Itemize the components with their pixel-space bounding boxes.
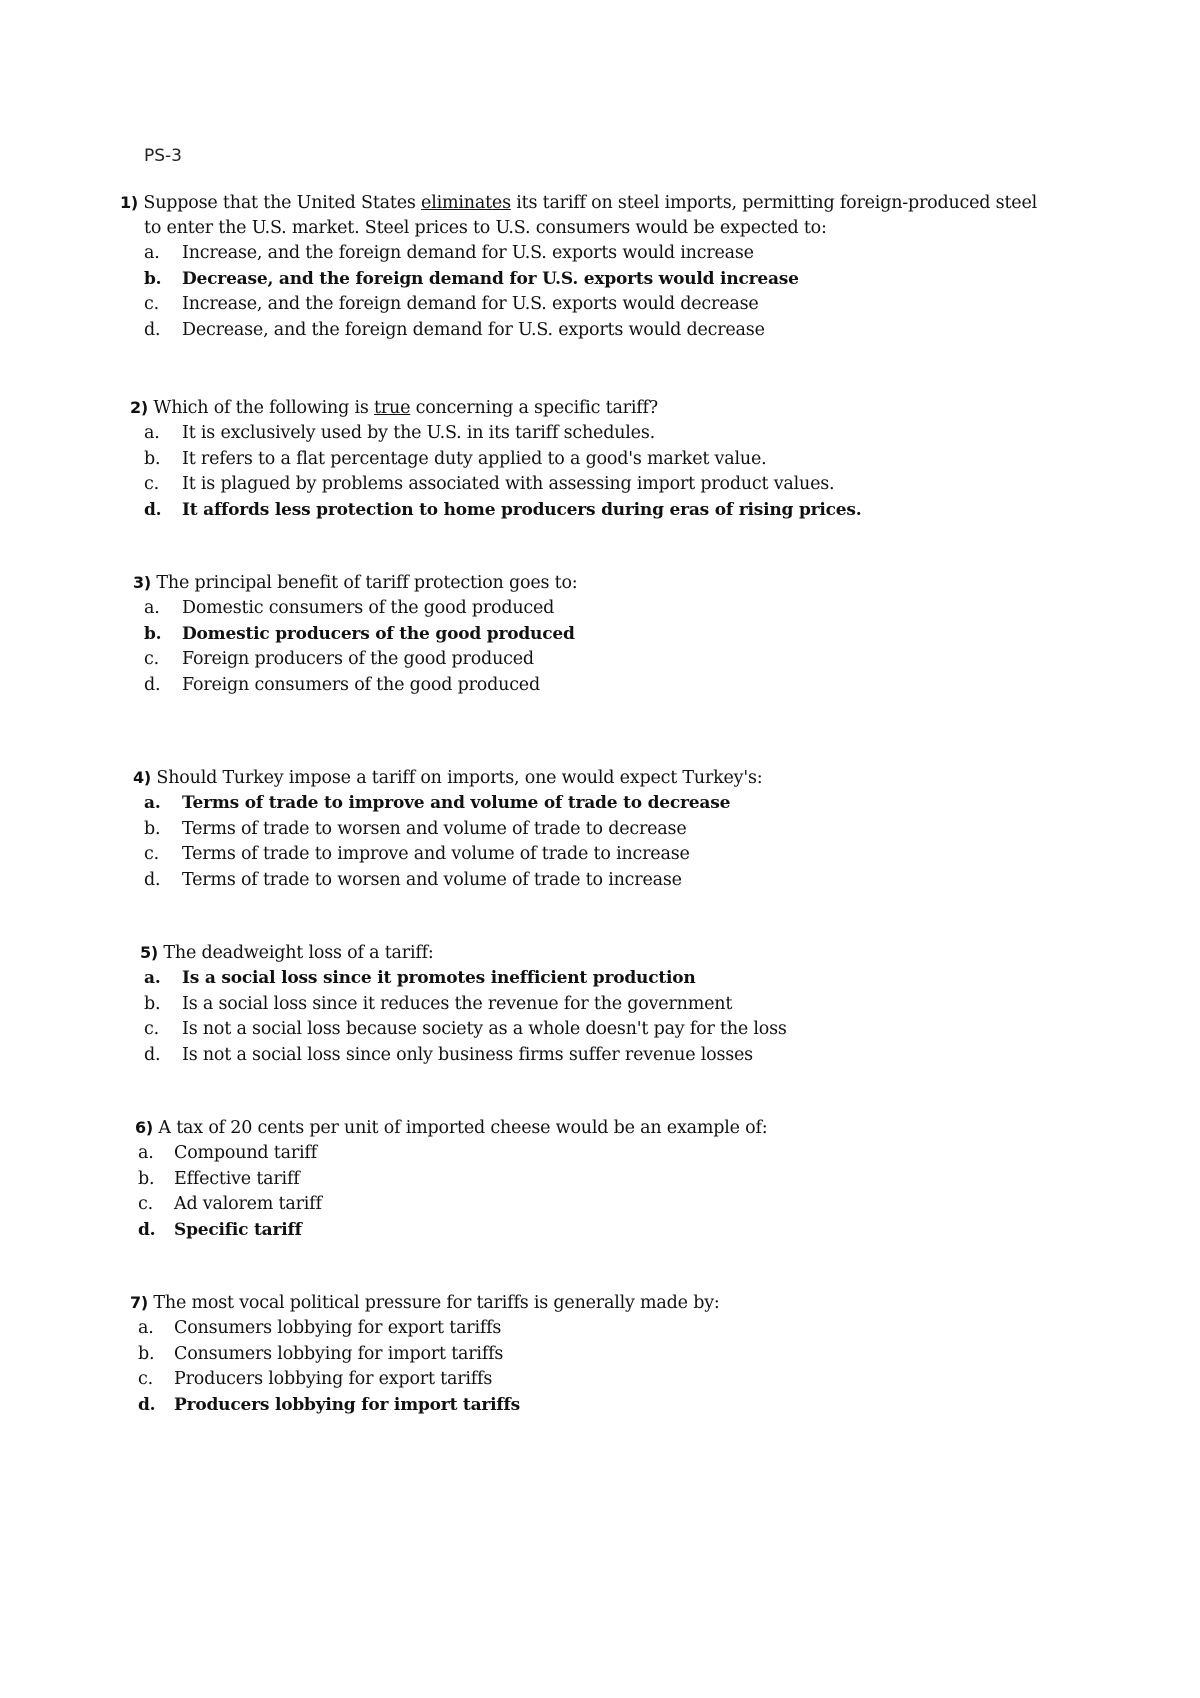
- option-text: Specific tariff: [174, 1219, 302, 1240]
- option-text: Is a social loss since it reduces the revenue for the government: [182, 993, 733, 1014]
- option-a: [138, 1141, 1095, 1167]
- stem-text: Which of the following is: [153, 398, 375, 418]
- option-d: [144, 1043, 1100, 1069]
- question-6: [135, 1115, 1095, 1243]
- option-b-correct: [144, 622, 1093, 648]
- option-c: [144, 472, 1090, 498]
- option-text: Increase, and the foreign demand for U.S. exports would increase: [182, 243, 754, 263]
- option-text: Is a social loss since it promotes inefficient production: [182, 968, 696, 988]
- option-text: Terms of trade to worsen and volume of trade to increase: [182, 869, 682, 890]
- option-text: Effective tariff: [174, 1168, 300, 1189]
- option-list: [120, 241, 1080, 343]
- option-text: Consumers lobbying for import tariffs: [174, 1343, 504, 1364]
- option-letter: d.: [144, 1044, 161, 1065]
- option-text: Decrease, and the foreign demand for U.S. exports would increase: [182, 268, 799, 289]
- option-c: [144, 292, 1080, 318]
- option-list: [130, 1316, 1090, 1418]
- option-letter: b.: [144, 993, 161, 1014]
- option-text: Is not a social loss because society as a whole doesn't pay for the loss: [182, 1019, 787, 1039]
- option-b: [144, 817, 1093, 843]
- option-letter: a.: [144, 423, 160, 443]
- stem-text: The deadweight loss of a tariff:: [163, 943, 434, 963]
- question-stem: [120, 190, 1080, 241]
- question-number: 2): [130, 398, 149, 417]
- option-text: Domestic producers of the good produced: [182, 623, 575, 644]
- question-number: 6): [135, 1118, 154, 1137]
- option-d: [144, 868, 1093, 894]
- stem-text: Suppose that the United States: [143, 193, 422, 213]
- question-stem: [130, 1290, 1090, 1316]
- question-4: [133, 765, 1093, 893]
- option-letter: a.: [138, 1318, 154, 1338]
- option-a: [144, 596, 1093, 622]
- option-list: [140, 966, 1100, 1068]
- option-text: Terms of trade to improve and volume of trade to increase: [182, 844, 690, 864]
- option-text: Terms of trade to improve and volume of trade to decrease: [182, 793, 731, 813]
- question-1: [120, 190, 1080, 343]
- option-text: Is not a social loss since only business firms suffer revenue losses: [182, 1044, 753, 1065]
- option-text: It refers to a flat percentage duty applied to a good's market value.: [182, 448, 767, 469]
- option-letter: b.: [144, 448, 161, 469]
- option-text: Ad valorem tariff: [174, 1194, 322, 1214]
- option-letter: d.: [144, 869, 161, 890]
- option-d: [144, 318, 1080, 344]
- stem-text: concerning a specific tariff?: [410, 398, 658, 418]
- option-letter: b.: [138, 1343, 155, 1364]
- option-a-correct: [144, 966, 1100, 992]
- option-letter: d.: [144, 674, 161, 695]
- question-number: 1): [120, 193, 139, 212]
- question-stem: [140, 940, 1100, 966]
- option-list: [135, 1141, 1095, 1243]
- option-letter: c.: [138, 1369, 153, 1389]
- option-letter: a.: [144, 598, 160, 618]
- option-b: [144, 447, 1090, 473]
- option-d: [144, 673, 1093, 699]
- option-list: [133, 791, 1093, 893]
- question-number: 4): [133, 768, 152, 787]
- option-text: Terms of trade to worsen and volume of trade to decrease: [182, 818, 687, 839]
- option-d-correct: [138, 1393, 1090, 1419]
- option-text: Domestic consumers of the good produced: [182, 598, 555, 618]
- option-text: Compound tariff: [174, 1143, 317, 1163]
- question-stem: [133, 765, 1093, 791]
- option-list: [133, 596, 1093, 698]
- option-letter: d.: [138, 1394, 156, 1415]
- option-letter: c.: [138, 1194, 153, 1214]
- option-letter: c.: [144, 649, 159, 669]
- question-stem: [133, 570, 1093, 596]
- option-letter: c.: [144, 844, 159, 864]
- option-text: Foreign consumers of the good produced: [182, 674, 540, 695]
- option-a-correct: [144, 791, 1093, 817]
- stem-text: The most vocal political pressure for tariffs is generally made by:: [153, 1293, 720, 1313]
- option-d-correct: [144, 498, 1090, 524]
- option-letter: a.: [144, 968, 161, 988]
- option-text: It affords less protection to home producers during eras of rising prices.: [182, 499, 862, 520]
- option-letter: a.: [138, 1143, 154, 1163]
- stem-text: The principal benefit of tariff protection goes to:: [156, 573, 578, 593]
- stem-continuation: to enter the U.S. market. Steel prices to U.S. consumers would be expected to:: [144, 218, 827, 238]
- stem-text: its tariff on steel imports, permitting foreign-produced steel: [510, 193, 1037, 213]
- option-text: Producers lobbying for export tariffs: [174, 1369, 493, 1389]
- option-text: Increase, and the foreign demand for U.S. exports would decrease: [182, 294, 759, 314]
- option-letter: b.: [144, 818, 161, 839]
- option-text: Decrease, and the foreign demand for U.S. exports would decrease: [182, 319, 765, 340]
- option-c: [144, 647, 1093, 673]
- option-d-correct: [138, 1218, 1095, 1244]
- stem-text: A tax of 20 cents per unit of imported cheese would be an example of:: [158, 1118, 768, 1138]
- option-letter: b.: [144, 268, 162, 289]
- option-b: [144, 992, 1100, 1018]
- option-letter: c.: [144, 1019, 159, 1039]
- option-letter: c.: [144, 294, 159, 314]
- option-text: It is exclusively used by the U.S. in its tariff schedules.: [182, 423, 655, 443]
- stem-underlined: true: [374, 398, 411, 418]
- stem-text: Should Turkey impose a tariff on imports, one would expect Turkey's:: [156, 768, 763, 788]
- option-c: [144, 1017, 1100, 1043]
- option-letter: c.: [144, 474, 159, 494]
- question-7: [130, 1290, 1090, 1418]
- option-c: [144, 842, 1093, 868]
- question-number: 5): [140, 943, 159, 962]
- question-number: 3): [133, 573, 152, 592]
- option-letter: b.: [138, 1168, 155, 1189]
- option-text: It is plagued by problems associated with assessing import product values.: [182, 474, 835, 494]
- question-number: 7): [130, 1293, 149, 1312]
- document-title: PS-3: [144, 146, 182, 166]
- option-text: Consumers lobbying for export tariffs: [174, 1318, 502, 1338]
- option-text: Foreign producers of the good produced: [182, 649, 534, 669]
- option-b-correct: [144, 267, 1080, 293]
- option-letter: b.: [144, 623, 162, 644]
- option-c: [138, 1367, 1090, 1393]
- option-text: Producers lobbying for import tariffs: [174, 1394, 521, 1415]
- option-letter: d.: [138, 1219, 156, 1240]
- question-2: [130, 395, 1090, 523]
- question-stem: [135, 1115, 1095, 1141]
- option-letter: d.: [144, 499, 162, 520]
- option-letter: a.: [144, 243, 160, 263]
- option-c: [138, 1192, 1095, 1218]
- stem-underlined: eliminates: [421, 193, 511, 213]
- option-list: [130, 421, 1090, 523]
- option-a: [144, 241, 1080, 267]
- option-a: [144, 421, 1090, 447]
- option-b: [138, 1342, 1090, 1368]
- question-5: [140, 940, 1100, 1068]
- question-stem: [130, 395, 1090, 421]
- option-letter: d.: [144, 319, 161, 340]
- question-3: [133, 570, 1093, 698]
- option-b: [138, 1167, 1095, 1193]
- option-letter: a.: [144, 793, 161, 813]
- option-a: [138, 1316, 1090, 1342]
